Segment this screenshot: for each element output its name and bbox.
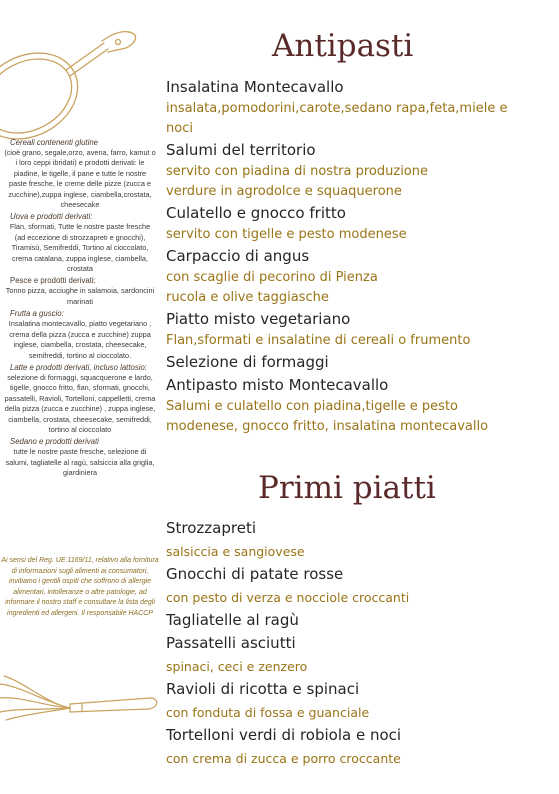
menu-item	[166, 374, 507, 437]
allergen-block	[0, 137, 160, 210]
dish-description: salsiccia e sangiovese	[166, 544, 305, 559]
allergen-heading: Cereali contenenti glutine	[10, 138, 98, 147]
menu-item	[166, 76, 507, 139]
dish-name: Salumi del territorio	[166, 141, 316, 159]
primi-list	[166, 517, 409, 770]
allergen-text: tutte le nostre paste fresche, selezione di salumi, tagliatelle al ragù, salsiccia alla griglia, giardiniera	[5, 447, 155, 478]
dish-name: Passatelli asciutti	[166, 634, 296, 652]
dish-description: verdure in agrodolce e squaquerone	[166, 184, 402, 199]
allergen-text: Tonno pizza, acciughe in salamoia, sardoncini marinati	[5, 286, 155, 306]
dish-name: Antipasto misto Montecavallo	[166, 376, 389, 394]
dish-description: modenese, gnocco fritto, insalatina montecavallo	[166, 419, 489, 434]
section-title-antipasti: Antipasti	[272, 28, 414, 64]
dish-description: Flan,sformati e insalatine di cereali o frumento	[166, 333, 471, 348]
dish-description: con scaglie di pecorino di Pienza	[166, 270, 378, 285]
menu-item	[166, 517, 409, 563]
allergen-text: Insalatina montecavallo, piatto vegetariano , crema della pizza (zucca e zucchine) zuppa inglese, ciambella, crostata, cheesecake, semifreddi, tortino al cioccolato.	[8, 319, 152, 360]
dish-description: con pesto di verza e nocciole croccanti	[166, 590, 410, 605]
menu-item	[166, 139, 507, 202]
menu-item	[166, 202, 507, 245]
menu-item	[166, 678, 409, 724]
menu-item	[166, 351, 507, 374]
menu-item	[166, 245, 507, 308]
allergen-text: Flan, sformati, Tutte le nostre paste fresche (ad eccezione di strozzapreti e gnocchi), Tiramisù, Semifreddi, Tortino al cioccolato, crema catalana, zuppa inglese, ciambella, crostata	[9, 222, 151, 274]
dish-description: rucola e olive taggiasche	[166, 290, 329, 305]
allergen-text: selezione di formaggi, squacquerone e lardo, tigelle, gnocco fritto, flan, sformati, gnocchi, passatelli, Ravioli, Tortelloni, cappelletti, crema della pizza (zucca e zucchine) , zuppa inglese, ciambella, crostata, cheesecake, semifreddi, tortino al cioccolato	[4, 372, 156, 434]
frying-pan-illustration	[0, 0, 160, 140]
dish-name: Carpaccio di angus	[166, 247, 310, 265]
allergen-heading: Latte e prodotti derivati, incluso lattosio:	[10, 362, 147, 372]
allergen-block	[0, 308, 160, 361]
dish-name: Strozzapreti	[166, 519, 256, 537]
allergens-sidebar	[0, 137, 160, 480]
allergen-heading: Pesce e prodotti derivati:	[10, 276, 96, 286]
dish-name: Ravioli di ricotta e spinaci	[166, 680, 360, 698]
allergen-text: (cioè grano, segale,orzo, avena, farro, kamut o i loro ceppi ibridati) e prodotti derivati: le piadine, le tigelle, il pane e tutte le nostre paste fresche, le creme delle pizze (zucca e zucchine),zuppa inglese, ciambella,crostata, cheesecake	[4, 148, 156, 210]
menu-item	[166, 308, 507, 351]
haccp-notice: Ai sensi del Reg. UE 1169/11, relativo alla fornitura di informazioni sugli alimenti ai consumatori, invitiamo i gentili ospiti che soffrono di allergie alimentari, intolleranze o altre patologie, ad informare il nostro staff e consultare la lista degli ingredienti ed allergeni. Il responsabile HACCP	[1, 557, 159, 617]
allergen-heading: Uova e prodotti derivati:	[10, 212, 93, 222]
allergen-block	[0, 436, 160, 478]
menu-item	[166, 724, 409, 770]
menu-item	[166, 563, 409, 609]
dish-description: Salumi e culatello con piadina,tigelle e pesto	[166, 399, 458, 414]
dish-name: Tortelloni verdi di robiola e noci	[166, 726, 402, 744]
dish-description: servito con tigelle e pesto modenese	[166, 227, 407, 242]
dish-description: con crema di zucca e porro croccante	[166, 751, 401, 766]
dish-name: Tagliatelle al ragù	[166, 611, 299, 629]
allergen-heading: Sedano e prodotti derivati	[10, 437, 99, 447]
dish-description: servito con piadina di nostra produzione	[166, 164, 428, 179]
allergen-block	[0, 362, 160, 435]
menu-item	[166, 609, 409, 632]
menu-item	[166, 632, 409, 678]
antipasti-list	[166, 76, 507, 437]
dish-name: Gnocchi di patate rosse	[166, 565, 344, 583]
whisk-illustration	[0, 668, 160, 728]
dish-name: Insalatina Montecavallo	[166, 78, 344, 96]
allergen-heading: Frutta a guscio:	[10, 309, 64, 319]
section-title-primi: Primi piatti	[258, 470, 436, 506]
dish-description: con fonduta di fossa e guanciale	[166, 705, 370, 720]
dish-name: Piatto misto vegetariano	[166, 310, 351, 328]
dish-description: insalata,pomodorini,carote,sedano rapa,feta,miele e	[166, 101, 508, 116]
dish-name: Selezione di formaggi	[166, 353, 329, 371]
allergen-block	[0, 211, 160, 274]
allergen-block	[0, 275, 160, 307]
dish-name: Culatello e gnocco fritto	[166, 204, 346, 222]
dish-description: spinaci, ceci e zenzero	[166, 659, 308, 674]
dish-description: noci	[166, 121, 193, 136]
